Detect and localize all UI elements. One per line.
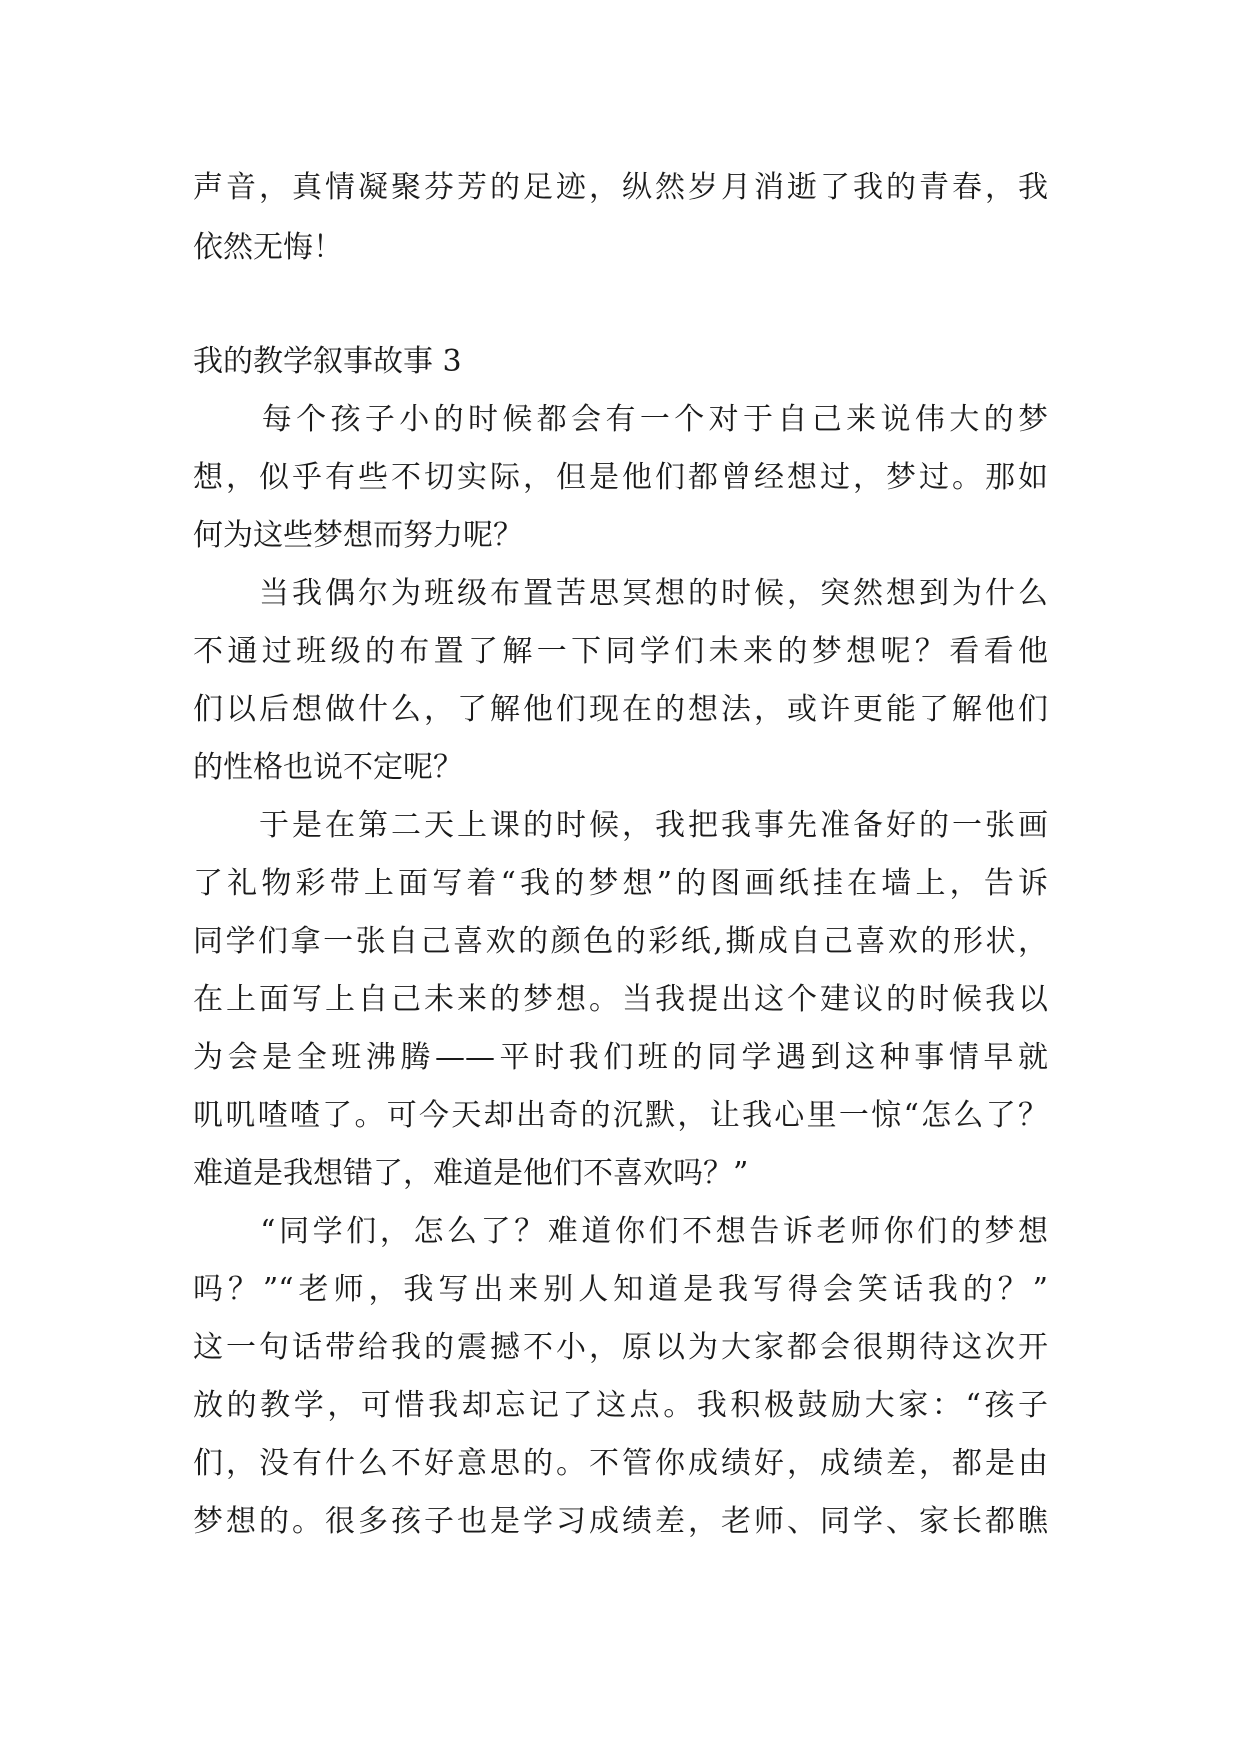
paragraph-line: 们，没有什么不好意思的。不管你成绩好，成绩差，都是由	[193, 1446, 1048, 1481]
paragraph-line: 为会是全班沸腾——平时我们班的同学遇到这种事情早就	[193, 1040, 1048, 1075]
paragraph-line: 在上面写上自己未来的梦想。当我提出这个建议的时候我以	[193, 982, 1048, 1017]
paragraph-line: 这一句话带给我的震撼不小，原以为大家都会很期待这次开	[193, 1330, 1048, 1365]
paragraph-line: 声音，真情凝聚芬芳的足迹，纵然岁月消逝了我的青春，我	[193, 170, 1048, 205]
section-heading: 我的教学叙事故事 3	[193, 344, 462, 379]
paragraph-line: 依然无悔！	[193, 230, 343, 265]
paragraph-line: 们以后想做什么，了解他们现在的想法，或许更能了解他们	[193, 692, 1048, 727]
paragraph-line: 想，似乎有些不切实际，但是他们都曾经想过，梦过。那如	[193, 460, 1048, 495]
paragraph-line: 难道是我想错了，难道是他们不喜欢吗？”	[193, 1156, 749, 1191]
paragraph-line: 的性格也说不定呢？	[193, 750, 463, 785]
paragraph-line: 叽叽喳喳了。可今天却出奇的沉默，让我心里一惊“怎么了？	[193, 1098, 1048, 1133]
paragraph-line: 于是在第二天上课的时候，我把我事先准备好的一张画	[193, 808, 1048, 843]
paragraph-line: 了礼物彩带上面写着“我的梦想”的图画纸挂在墙上，告诉	[193, 866, 1048, 901]
paragraph-line: “同学们，怎么了？难道你们不想告诉老师你们的梦想	[193, 1214, 1048, 1249]
paragraph-line: 何为这些梦想而努力呢？	[193, 518, 523, 553]
paragraph-line: 吗？”“老师，我写出来别人知道是我写得会笑话我的？”	[193, 1272, 1048, 1307]
paragraph-line: 梦想的。很多孩子也是学习成绩差，老师、同学、家长都瞧	[193, 1504, 1048, 1539]
paragraph-line: 每个孩子小的时候都会有一个对于自己来说伟大的梦	[193, 402, 1048, 437]
paragraph-line: 不通过班级的布置了解一下同学们未来的梦想呢？看看他	[193, 634, 1048, 669]
paragraph-line: 同学们拿一张自己喜欢的颜色的彩纸,撕成自己喜欢的形状，	[193, 924, 1048, 959]
paragraph-line: 放的教学，可惜我却忘记了这点。我积极鼓励大家：“孩子	[193, 1388, 1048, 1423]
paragraph-line: 当我偶尔为班级布置苦思冥想的时候，突然想到为什么	[193, 576, 1048, 611]
